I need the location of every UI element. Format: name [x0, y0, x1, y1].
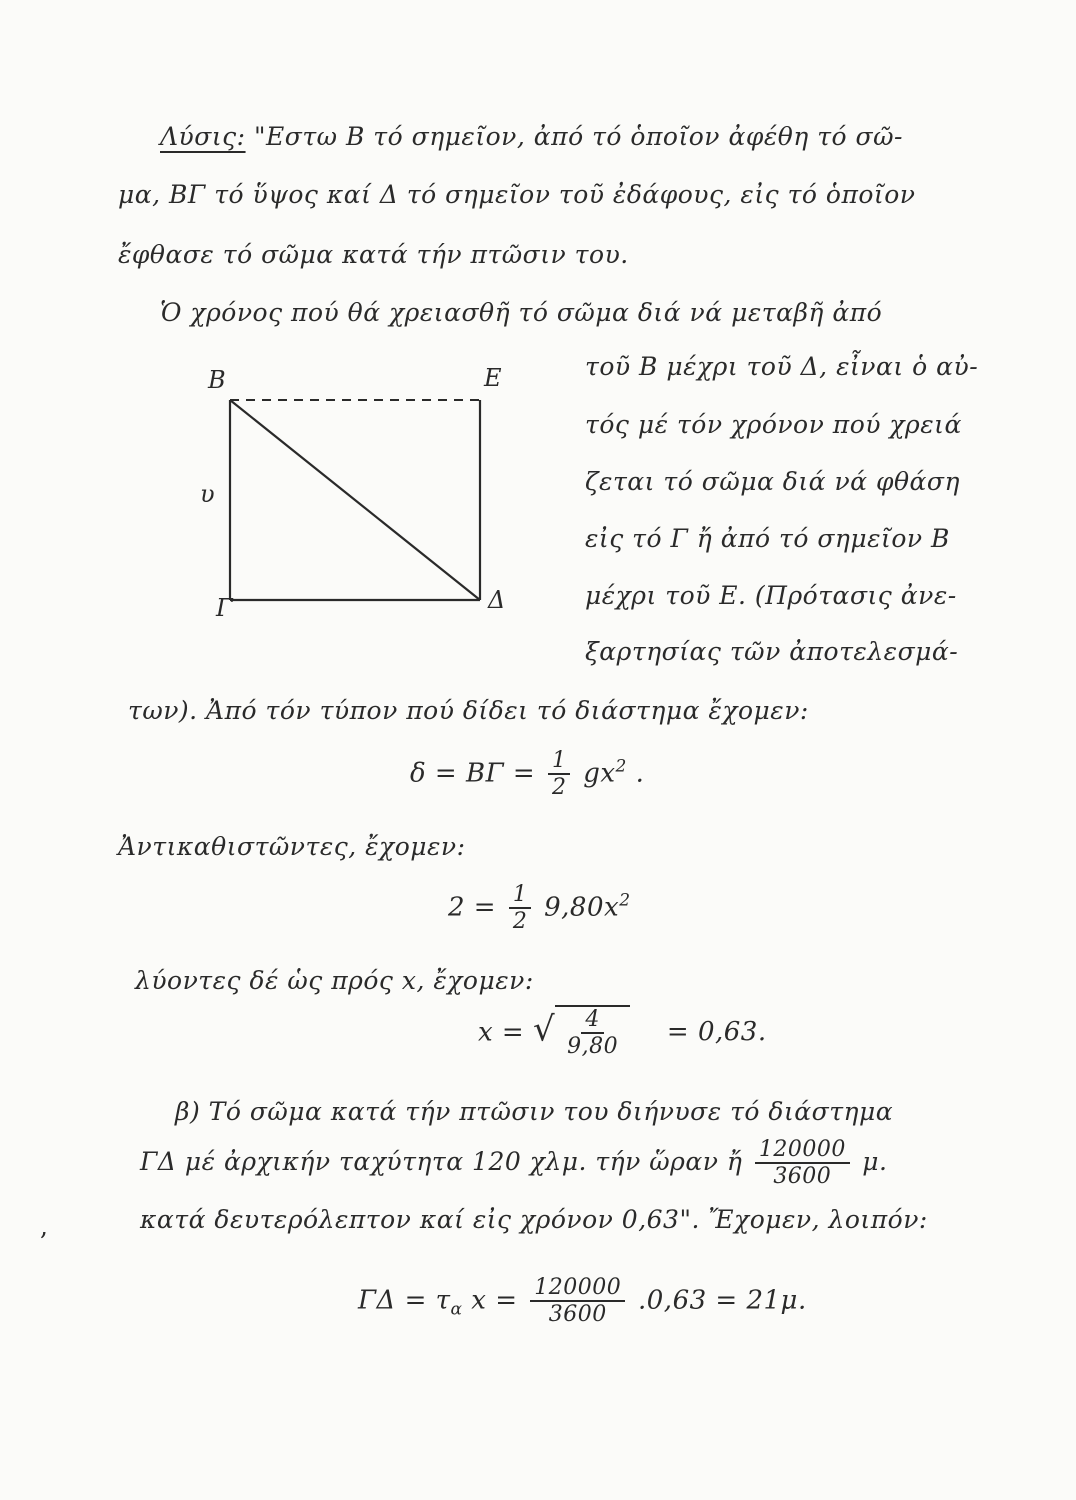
- solution-line-11: των). Ἀπό τόν τύπον πού δίδει τό διάστημα ἔχομεν:: [128, 696, 809, 725]
- equation-gd-rhs: .0,63 = 21μ.: [638, 1285, 807, 1316]
- speed-fraction: [755, 1137, 850, 1190]
- solution-line-12: Ἀντικαθιστῶντες, ἔχομεν:: [118, 832, 466, 861]
- solution-line-8: εἰς τό Γ ἤ ἀπό τό σημεῖον Β: [585, 524, 950, 553]
- equation-substitution-fraction: [509, 882, 532, 935]
- solution-line-14: β) Τό σῶμα κατά τήν πτῶσιν του διήνυσε τό διάστημα: [175, 1097, 894, 1126]
- equation-distance-rhs: gx: [583, 758, 616, 789]
- solution-text-15b: μ.: [862, 1146, 888, 1176]
- fraction-denominator: 2: [551, 775, 567, 801]
- equation-gd-fraction: [530, 1275, 625, 1328]
- solution-line-10: ξαρτησίας τῶν ἀποτελεσμά-: [585, 637, 959, 666]
- square-root-body: [555, 1005, 630, 1060]
- equation-solution-rhs: = 0,63.: [666, 1017, 767, 1048]
- fraction-numerator: 120000: [755, 1137, 850, 1164]
- point-label-e: Ε: [484, 364, 502, 392]
- height-label-u: υ: [200, 480, 215, 508]
- fraction-denominator: 3600: [773, 1164, 832, 1190]
- equation-substitution: [448, 882, 631, 935]
- solution-text-1: "Εστω Β τό σημεῖον, ἀπό τό ὁποῖον ἀφέθη τό σῶ-: [254, 122, 903, 151]
- solution-line-3: ἔφθασε τό σῶμα κατά τήν πτῶσιν του.: [118, 240, 629, 269]
- point-label-b: Β: [208, 366, 226, 394]
- margin-mark: ,: [40, 1212, 49, 1241]
- trajectory-line-bd: [230, 400, 480, 600]
- solution-line-7: ζεται τό σῶμα διά νά φθάση: [585, 467, 960, 496]
- solution-line-4: Ὁ χρόνος πού θά χρειασθῆ τό σῶμα διά νά μεταβῆ ἀπό: [160, 298, 883, 327]
- equation-distance-end: .: [635, 758, 645, 789]
- solution-line-6: τός μέ τόν χρόνον πού χρειά: [585, 410, 962, 439]
- fraction-numerator: 1: [548, 748, 571, 775]
- solution-line-2: μα, ΒΓ τό ὕψος καί Δ τό σημεῖον τοῦ ἐδάφους, εἰς τό ὁποῖον: [118, 180, 916, 209]
- fraction-denominator: 3600: [548, 1302, 607, 1328]
- subscript: α: [450, 1299, 463, 1320]
- fall-diagram-drawing: [190, 360, 530, 630]
- equation-gd-mid: x =: [471, 1285, 518, 1316]
- solution-text-15a: ΓΔ μέ ἀρχικήν ταχύτητα 120 χλμ. τήν ὥραν ἤ: [140, 1146, 743, 1176]
- point-label-g: Γ: [216, 594, 233, 622]
- equation-solution-x: [478, 1005, 767, 1060]
- equation-distance-gd: [358, 1275, 807, 1328]
- equation-solution-fraction: [563, 1007, 622, 1060]
- solution-heading: Λύσις:: [160, 122, 246, 151]
- square-root-sign: √: [532, 1009, 556, 1050]
- equation-distance-lhs: δ = ΒΓ =: [410, 758, 536, 789]
- equation-distance: [410, 748, 644, 801]
- fraction-denominator: 2: [512, 909, 528, 935]
- fraction-numerator: 1: [509, 882, 532, 909]
- fall-diagram: [190, 360, 530, 630]
- fraction-numerator: 120000: [530, 1275, 625, 1302]
- exponent: 2: [615, 756, 627, 777]
- solution-line-5: τοῦ Β μέχρι τοῦ Δ, εἶναι ὁ αὐ-: [585, 352, 979, 381]
- solution-line-13: λύοντες δέ ὡς πρός x, ἔχομεν:: [135, 966, 534, 995]
- point-label-d: Δ: [488, 586, 506, 614]
- fraction-denominator: 9,80: [567, 1034, 619, 1060]
- solution-line-15: [140, 1137, 887, 1190]
- equation-substitution-lhs: 2 =: [448, 892, 497, 923]
- solution-line-16: κατά δευτερόλεπτον καί εἰς χρόνον 0,63". Ἔχομεν, λοιπόν:: [140, 1205, 928, 1234]
- equation-solution-lhs: x =: [478, 1017, 525, 1048]
- equation-distance-fraction: [548, 748, 571, 801]
- solution-line-1: [160, 122, 903, 151]
- fraction-numerator: 4: [581, 1007, 604, 1034]
- exponent: 2: [619, 890, 631, 911]
- solution-line-9: μέχρι τοῦ Ε. (Πρότασις ἀνε-: [585, 581, 957, 610]
- equation-gd-lhs: ΓΔ = τ: [358, 1285, 451, 1316]
- equation-substitution-rhs: 9,80x: [544, 892, 620, 923]
